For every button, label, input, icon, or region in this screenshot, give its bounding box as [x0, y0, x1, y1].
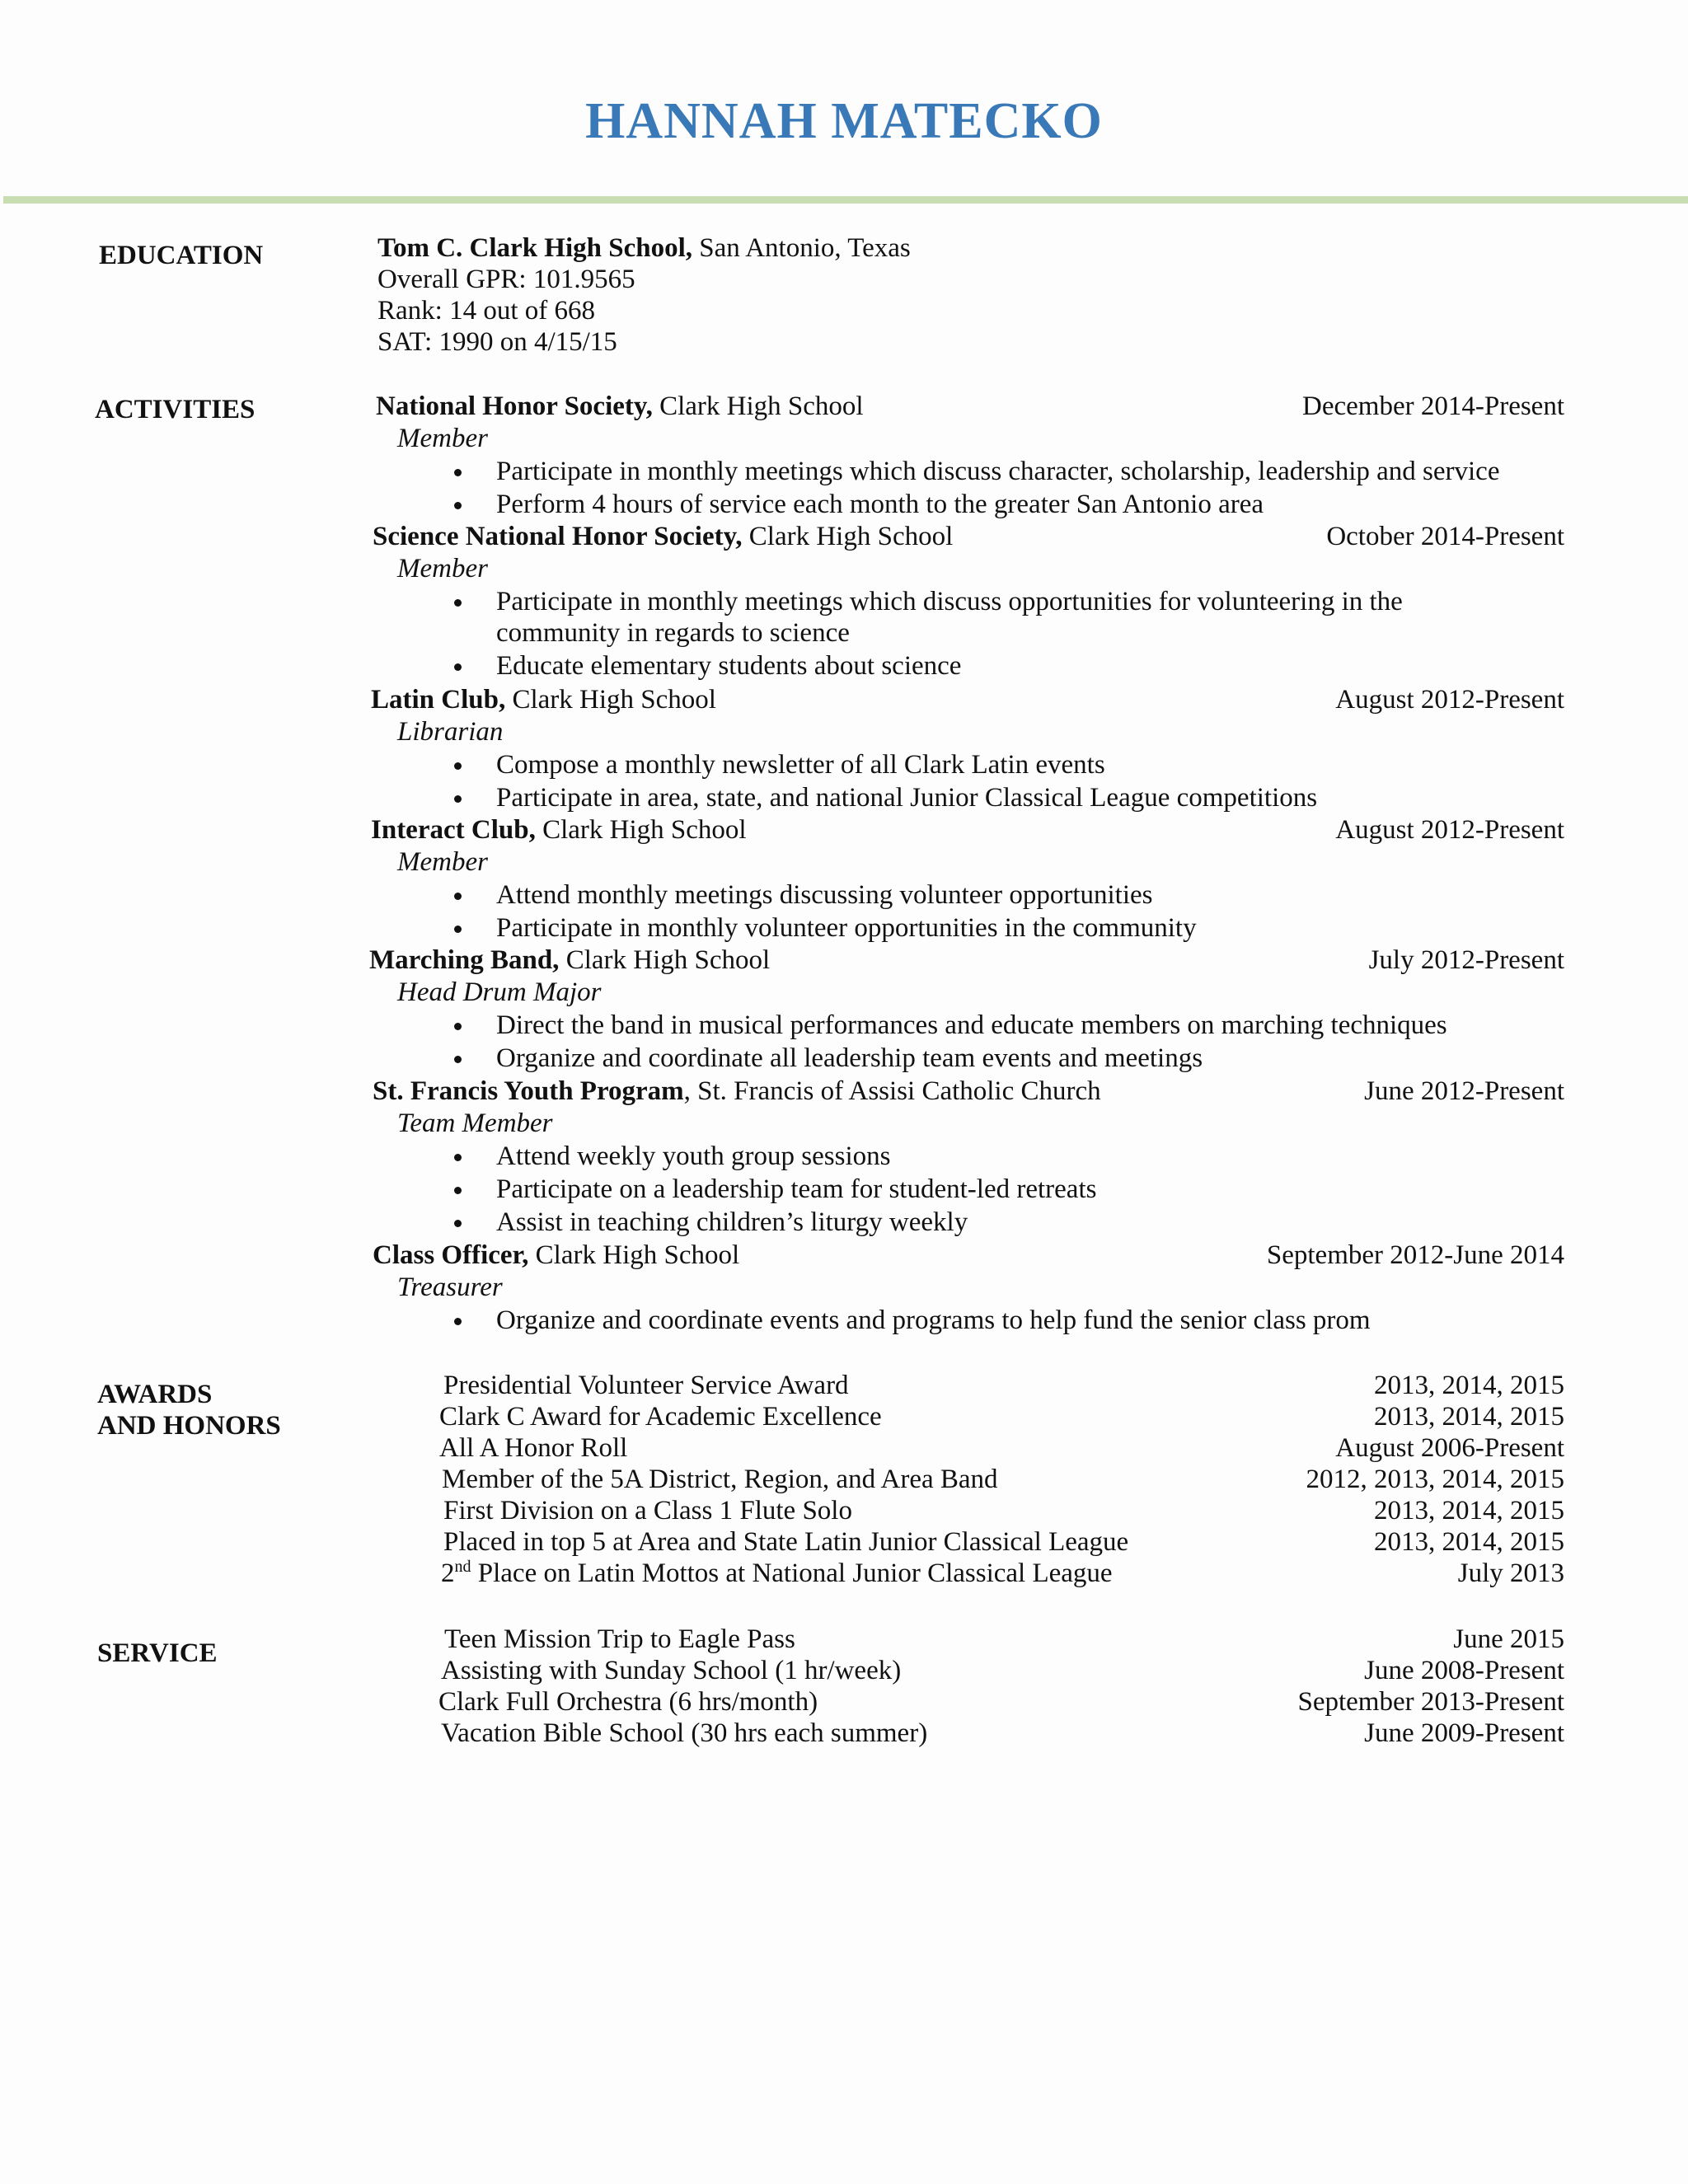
education-school [377, 232, 911, 264]
award-title-text: Place on Latin Mottos at National Junior Classical League [471, 1558, 1113, 1588]
award-ordinal-suffix: nd [454, 1558, 471, 1576]
school-location: San Antonio, Texas [692, 233, 911, 263]
activity-bullet: Educate elementary students about science [496, 651, 962, 681]
service-date: June 2009-Present [1364, 1718, 1564, 1748]
activity-role: Member [397, 554, 488, 583]
activity-place: , St. Francis of Assisi Catholic Church [683, 1076, 1101, 1106]
activity-heading [373, 1076, 1101, 1107]
award-title: Member of the 5A District, Region, and Area Band [442, 1465, 998, 1494]
school-name: Tom C. Clark High School, [377, 233, 693, 263]
activity-bullet: Participate on a leadership team for student-led retreats [496, 1174, 1097, 1204]
activity-bullet: Attend monthly meetings discussing volunteer opportunities [496, 880, 1153, 910]
award-title: Clark C Award for Academic Excellence [439, 1402, 882, 1432]
service-date: September 2013-Present [1297, 1687, 1564, 1717]
activity-place: Clark High School [535, 815, 747, 845]
service-date: June 2008-Present [1364, 1656, 1564, 1685]
award-date: August 2006-Present [1335, 1433, 1564, 1463]
service-title: Clark Full Orchestra (6 hrs/month) [438, 1687, 818, 1717]
activity-bullet: Direct the band in musical performances and educate members on marching techniques [496, 1010, 1447, 1040]
activity-date: September 2012-June 2014 [1266, 1240, 1564, 1270]
activity-org: National Honor Society, [376, 391, 653, 421]
activity-bullet: Perform 4 hours of service each month to the greater San Antonio area [496, 490, 1264, 519]
activity-place: Clark High School [505, 685, 716, 715]
activity-role: Head Drum Major [397, 977, 602, 1007]
award-date: July 2013 [1457, 1558, 1564, 1588]
activity-heading [371, 814, 747, 846]
award-title: All A Honor Roll [439, 1433, 628, 1463]
service-title: Assisting with Sunday School (1 hr/week) [441, 1656, 902, 1685]
award-date: 2013, 2014, 2015 [1374, 1371, 1564, 1400]
activity-heading [373, 1240, 739, 1271]
award-title: First Division on a Class 1 Flute Solo [443, 1496, 852, 1526]
activity-place: Clark High School [559, 945, 771, 975]
activity-org: Marching Band, [369, 945, 560, 975]
award-title: Presidential Volunteer Service Award [443, 1371, 849, 1400]
section-awards: AWARDS [97, 1380, 213, 1409]
header-divider [3, 196, 1688, 204]
activity-bullet: Assist in teaching children’s liturgy weekly [496, 1207, 968, 1237]
activity-org: Science National Honor Society, [373, 522, 743, 551]
activity-date: December 2014-Present [1302, 391, 1564, 421]
award-ordinal: 2 [441, 1558, 455, 1588]
section-activities: ACTIVITIES [95, 395, 256, 424]
activity-role: Member [397, 847, 488, 877]
activity-heading [369, 944, 770, 976]
award-date: 2012, 2013, 2014, 2015 [1306, 1465, 1564, 1494]
section-education: EDUCATION [99, 241, 264, 270]
activity-role: Member [397, 424, 488, 453]
activity-heading [373, 521, 953, 552]
activity-org: Interact Club, [371, 815, 536, 845]
activity-date: October 2014-Present [1326, 522, 1564, 551]
activity-role: Team Member [397, 1108, 553, 1138]
service-date: June 2015 [1453, 1624, 1564, 1654]
education-gpr: Overall GPR: 101.9565 [377, 265, 635, 294]
award-title [441, 1558, 1113, 1589]
activity-bullet: Participate in monthly volunteer opportunities in the community [496, 913, 1197, 943]
section-service: SERVICE [97, 1638, 218, 1668]
activity-bullet: Participate in area, state, and national Junior Classical League competitions [496, 783, 1318, 813]
activity-place: Clark High School [742, 522, 954, 551]
activity-role: Librarian [397, 717, 504, 747]
activity-role: Treasurer [397, 1272, 503, 1302]
activity-date: July 2012-Present [1368, 945, 1564, 975]
activity-bullet: Organize and coordinate events and programs to help fund the senior class prom [496, 1305, 1371, 1335]
award-date: 2013, 2014, 2015 [1374, 1496, 1564, 1526]
education-sat: SAT: 1990 on 4/15/15 [377, 327, 617, 357]
activity-org: Latin Club, [371, 685, 506, 715]
activity-place: Clark High School [528, 1240, 740, 1270]
service-title: Vacation Bible School (30 hrs each summer) [441, 1718, 928, 1748]
activity-place: Clark High School [652, 391, 864, 421]
activity-date: August 2012-Present [1335, 685, 1564, 715]
resume-name: HANNAH MATECKO [585, 93, 1103, 149]
award-date: 2013, 2014, 2015 [1374, 1402, 1564, 1432]
activity-org: Class Officer, [373, 1240, 529, 1270]
service-title: Teen Mission Trip to Eagle Pass [444, 1624, 795, 1654]
activity-bullet: Attend weekly youth group sessions [496, 1141, 891, 1171]
activity-heading [371, 684, 716, 715]
education-rank: Rank: 14 out of 668 [377, 296, 595, 326]
activity-heading [376, 391, 864, 422]
activity-bullet-continuation: community in regards to science [496, 618, 850, 648]
activity-date: August 2012-Present [1335, 815, 1564, 845]
activity-org: St. Francis Youth Program [373, 1076, 684, 1106]
activity-bullet: Participate in monthly meetings which discuss opportunities for volunteering in the [496, 587, 1403, 616]
award-date: 2013, 2014, 2015 [1374, 1527, 1564, 1557]
activity-bullet: Organize and coordinate all leadership team events and meetings [496, 1043, 1203, 1073]
section-awards-sub: AND HONORS [97, 1411, 281, 1441]
activity-bullet: Compose a monthly newsletter of all Clark Latin events [496, 750, 1105, 780]
activity-date: June 2012-Present [1364, 1076, 1564, 1106]
activity-bullet: Participate in monthly meetings which discuss character, scholarship, leadership and service [496, 457, 1500, 486]
award-title: Placed in top 5 at Area and State Latin Junior Classical League [443, 1527, 1129, 1557]
